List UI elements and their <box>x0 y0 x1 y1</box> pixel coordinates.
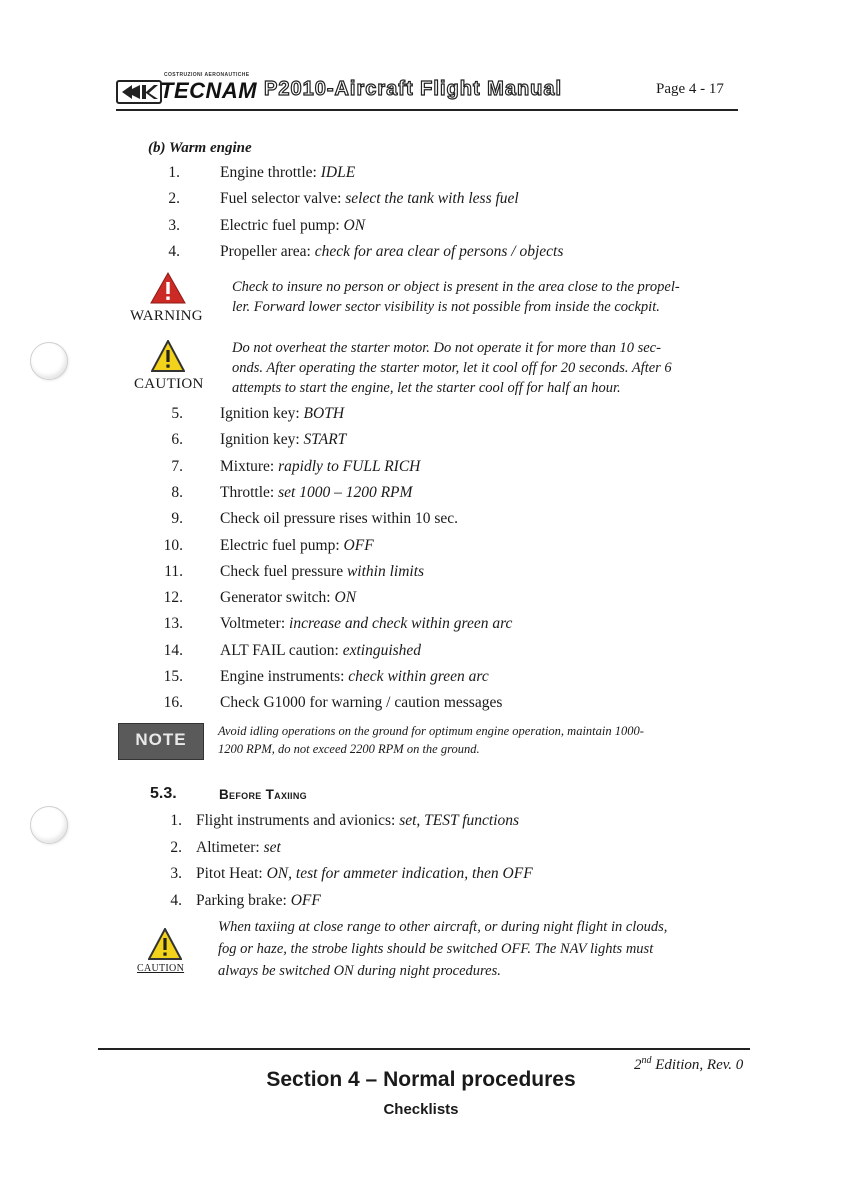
logo-wordmark: TECNAM <box>160 78 258 103</box>
step-number: 1. <box>170 812 182 829</box>
step-item <box>220 458 420 476</box>
step-item <box>220 510 458 528</box>
step-value: select the tank with less fuel <box>345 190 519 208</box>
step-label: Altimeter: <box>196 838 264 856</box>
step-item <box>196 892 321 910</box>
step-value: within limits <box>346 562 425 580</box>
step-label: Generator switch: <box>220 589 335 607</box>
binder-hole-bottom <box>30 806 68 844</box>
step-item <box>196 839 281 857</box>
step-number: 4. <box>170 891 182 909</box>
warm-engine-heading: (b) Warm engine <box>148 140 252 156</box>
step-number: 2. <box>168 190 180 208</box>
step-number: 9. <box>171 510 183 528</box>
step-label: Voltmeter: <box>220 615 290 633</box>
text-line: fog or haze, the strobe lights should be switched OFF. The NAV lights must <box>218 941 654 957</box>
step-label: ALT FAIL caution: <box>220 641 343 659</box>
section-number: 5.3. <box>150 785 177 802</box>
logo-subtext: COSTRUZIONI AERONAUTICHE <box>164 72 250 78</box>
step-label: Mixture: <box>220 457 279 475</box>
step-number: 1. <box>168 164 180 181</box>
step-item <box>220 537 374 555</box>
step-item <box>220 484 412 502</box>
page-number: Page 4 - 17 <box>656 81 724 97</box>
edition-rev: Edition, Rev. 0 <box>651 1057 744 1073</box>
step-value: check for area clear of persons / objects <box>314 242 564 260</box>
footer-subtitle: Checklists <box>383 1101 459 1118</box>
step-label: Propeller area: <box>220 242 315 260</box>
caution-icon-2 <box>148 928 182 960</box>
step-item <box>220 694 502 712</box>
step-number: 13. <box>163 615 183 633</box>
binder-hole-top <box>30 342 68 380</box>
step-item <box>220 164 355 182</box>
step-label: Parking brake: <box>196 891 291 909</box>
step-value: ON, test for ammeter indication, then OFF <box>266 865 533 882</box>
step-number: 11. <box>164 562 183 580</box>
header-rule <box>116 109 738 111</box>
step-number: 2. <box>170 838 182 856</box>
step-item <box>220 431 346 449</box>
step-label: Engine instruments: <box>220 668 349 685</box>
section-title: Before Taxiing <box>219 787 307 802</box>
edition-suffix: nd <box>641 1055 652 1066</box>
step-value: set <box>263 838 281 856</box>
text-line: Avoid idling operations on the ground for optimum engine operation, maintain 1000- <box>218 724 644 738</box>
step-item <box>220 243 563 261</box>
note-label: NOTE <box>135 730 187 749</box>
text-line: always be switched ON during night procedures. <box>218 963 501 979</box>
step-item <box>220 615 512 633</box>
caution-text <box>232 338 672 398</box>
step-label: Engine throttle: <box>220 164 321 181</box>
step-value: OFF <box>343 536 374 554</box>
step-item <box>220 668 489 686</box>
step-item <box>220 563 424 581</box>
step-label: Fuel selector valve: <box>220 190 346 208</box>
step-number: 7. <box>171 457 183 475</box>
caution-label-2: CAUTION <box>137 963 185 974</box>
step-value: IDLE <box>320 164 356 181</box>
note-box <box>118 723 204 760</box>
step-number: 14. <box>163 641 183 659</box>
step-number: 8. <box>171 483 183 501</box>
step-number: 4. <box>168 242 180 260</box>
step-value: set 1000 – 1200 RPM <box>278 483 413 501</box>
step-number: 10. <box>163 536 183 554</box>
step-value: ON <box>343 216 366 234</box>
step-item <box>220 405 344 423</box>
text-line: ler. Forward lower sector visibility is not possible from inside the cockpit. <box>232 299 660 315</box>
text-line: Check to insure no person or object is present in the area close to the propel- <box>232 279 680 295</box>
step-item <box>196 865 533 883</box>
text-line: 1200 RPM, do not exceed 2200 RPM on the ground. <box>218 742 480 756</box>
step-label: Flight instruments and avionics: <box>196 812 400 829</box>
step-label: Check oil pressure rises within 10 sec. <box>220 510 459 528</box>
caution-text-2 <box>218 916 667 982</box>
step-value: ON <box>334 589 357 607</box>
step-value: rapidly to FULL RICH <box>278 457 421 475</box>
step-label: Throttle: <box>220 483 279 501</box>
step-number: 3. <box>170 865 182 882</box>
text-line: When taxiing at close range to other aircraft, or during night flight in clouds, <box>218 919 668 935</box>
text-line: attempts to start the engine, let the starter cool off for half an hour. <box>232 380 621 396</box>
step-number: 12. <box>163 589 183 607</box>
text-line: Do not overheat the starter motor. Do not operate it for more than 10 sec- <box>232 340 661 356</box>
caution-icon <box>151 340 185 372</box>
note-text <box>218 722 644 758</box>
manual-title: P2010-Aircraft Flight Manual <box>264 78 563 100</box>
step-item <box>220 589 356 607</box>
tecnam-logo <box>116 72 256 102</box>
footer-section-title: Section 4 – Normal procedures <box>266 1068 576 1091</box>
step-label: Ignition key: <box>220 405 304 422</box>
step-number: 15. <box>163 668 183 685</box>
step-label: Check fuel pressure <box>220 562 347 580</box>
step-value: increase and check within green arc <box>289 615 513 633</box>
logo-badge-icon <box>116 80 162 104</box>
step-item <box>220 190 519 208</box>
step-value: set, TEST functions <box>399 812 520 829</box>
step-value: BOTH <box>303 405 345 422</box>
step-item <box>220 642 421 660</box>
step-number: 3. <box>168 216 180 234</box>
text-line: onds. After operating the starter motor, let it cool off for 20 seconds. After 6 <box>232 360 672 376</box>
step-item <box>220 217 365 235</box>
step-item <box>196 812 519 830</box>
step-value: OFF <box>290 891 321 909</box>
step-label: Pitot Heat: <box>196 865 267 882</box>
edition-number: 2 <box>634 1057 642 1073</box>
warning-text <box>232 277 680 317</box>
step-number: 5. <box>171 405 183 422</box>
step-number: 6. <box>171 431 183 449</box>
step-value: START <box>303 431 347 449</box>
warning-icon <box>150 272 186 304</box>
step-label: Electric fuel pump: <box>220 536 344 554</box>
warning-label: WARNING <box>130 308 203 324</box>
step-value: extinguished <box>342 641 422 659</box>
step-label: Electric fuel pump: <box>220 216 344 234</box>
step-value: check within green arc <box>348 668 489 685</box>
footer-rule <box>98 1048 750 1050</box>
caution-label: CAUTION <box>134 376 204 392</box>
step-label: Ignition key: <box>220 431 304 449</box>
step-label: Check G1000 for warning / caution messages <box>220 694 503 712</box>
step-number: 16. <box>163 694 183 712</box>
